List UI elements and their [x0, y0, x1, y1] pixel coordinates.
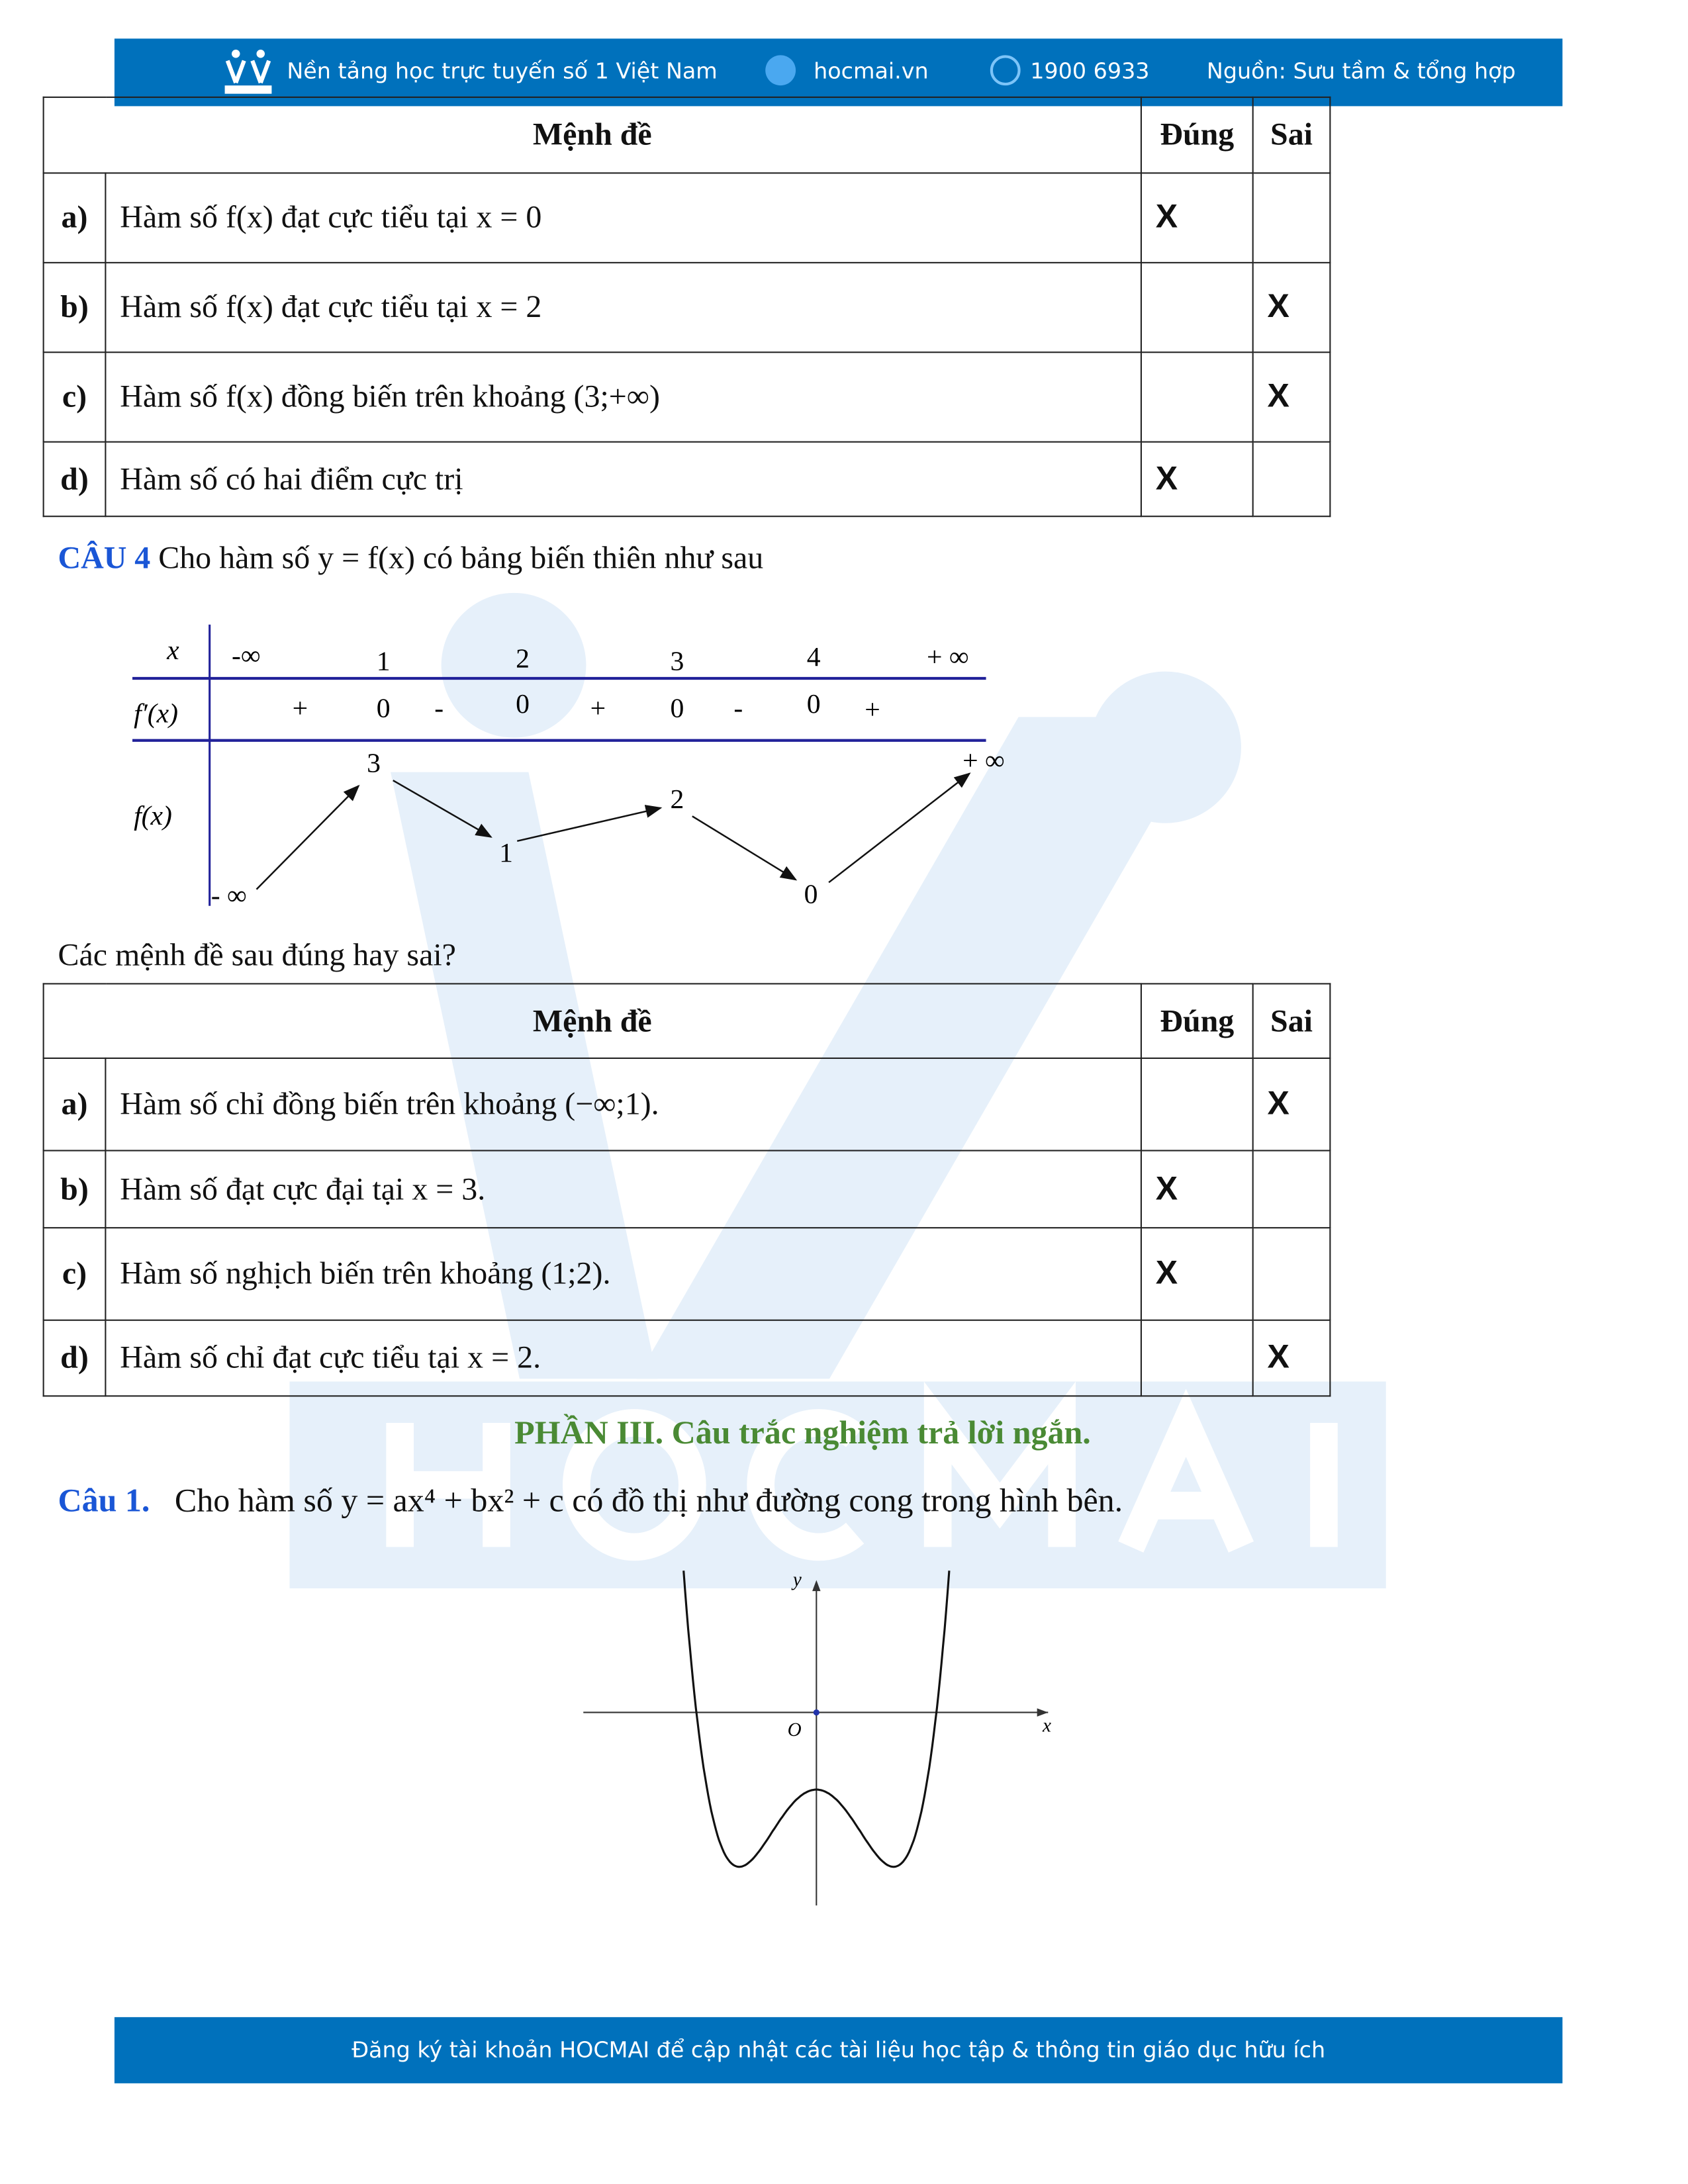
bbt-sign: +: [590, 693, 606, 724]
bbt-sign: -: [733, 693, 743, 724]
bbt-f: 0: [804, 879, 818, 910]
bbt-sign: 0: [376, 693, 391, 724]
col-header: Mệnh đề: [44, 983, 1141, 1058]
bbt-sign: +: [292, 693, 308, 724]
bbt-x: -∞: [231, 641, 261, 672]
bbt-f: - ∞: [211, 880, 247, 911]
mark-sai: X: [1253, 1058, 1331, 1151]
origin-point: [814, 1709, 820, 1715]
row-text: Hàm số đạt cực đại tại x = 3.: [105, 1151, 1141, 1228]
question-text: Cho hàm số y = ax⁴ + bx² + c có đồ thị như đường cong trong hình bên.: [174, 1483, 1123, 1520]
question-label: CÂU 4: [58, 540, 151, 575]
row-text: Hàm số có hai điểm cực trị: [105, 442, 1141, 516]
mark-sai: X: [1253, 263, 1331, 352]
bbt-label-f: f(x): [134, 800, 172, 831]
bbt-x: 4: [806, 642, 821, 673]
bbt-sign: 0: [670, 693, 684, 724]
bbt-sign: 0: [806, 689, 821, 720]
row-text: Hàm số f(x) đồng biến trên khoảng (3;+∞): [105, 352, 1141, 441]
origin-label: O: [787, 1719, 802, 1741]
row-label: a): [44, 1058, 106, 1151]
row-label: b): [44, 1151, 106, 1228]
col-header: Sai: [1253, 97, 1331, 173]
bbt-x: + ∞: [926, 642, 969, 673]
row-label: a): [44, 173, 106, 262]
bbt-f: 3: [367, 748, 381, 779]
bbt-sign: -: [434, 693, 444, 724]
header-source: Nguồn: Sưu tầm & tổng hợp: [1206, 58, 1516, 85]
row-text: Hàm số chỉ đạt cực tiểu tại x = 2.: [105, 1320, 1141, 1396]
mark-dung: X: [1141, 1228, 1253, 1320]
bbt-sign: 0: [516, 689, 530, 720]
row-label: d): [44, 442, 106, 516]
mark-dung: X: [1141, 173, 1253, 262]
header-phone: 1900 6933: [1030, 58, 1150, 85]
bbt-label-fprime: f′(x): [134, 698, 179, 729]
header-website[interactable]: hocmai.vn: [814, 58, 929, 85]
bbt-label-x: x: [167, 635, 179, 666]
bbt-f: 1: [499, 838, 513, 869]
mark-sai: X: [1253, 1320, 1331, 1396]
col-header: Sai: [1253, 983, 1331, 1058]
bbt-x: 1: [376, 646, 391, 677]
mark-dung: X: [1141, 1151, 1253, 1228]
y-axis-arrow-icon: [812, 1580, 820, 1591]
mark-sai: X: [1253, 352, 1331, 441]
col-header: Mệnh đề: [44, 97, 1141, 173]
header-slogan: Nền tảng học trực tuyến số 1 Việt Nam: [287, 58, 718, 85]
row-label: c): [44, 352, 106, 441]
row-label: c): [44, 1228, 106, 1320]
bbt-x: 2: [516, 643, 530, 674]
row-text: Hàm số f(x) đạt cực tiểu tại x = 2: [105, 263, 1141, 352]
section-title: PHẦN III. Câu trắc nghiệm trả lời ngắn.: [514, 1416, 1091, 1452]
mark-dung: X: [1141, 442, 1253, 516]
col-header: Đúng: [1141, 983, 1253, 1058]
question-text: Cho hàm số y = f(x) có bảng biến thiên như sau: [158, 540, 764, 575]
row-label: b): [44, 263, 106, 352]
footer-bar: Đăng ký tài khoản HOCMAI để cập nhật các tài liệu học tập & thông tin giáo dục hữu ích: [115, 2017, 1562, 2083]
y-axis-label: y: [792, 1569, 802, 1590]
row-text: Hàm số nghịch biến trên khoảng (1;2).: [105, 1228, 1141, 1320]
question-label: Câu 1.: [58, 1483, 150, 1520]
question-prompt: Các mệnh đề sau đúng hay sai?: [58, 937, 456, 972]
row-text: Hàm số f(x) đạt cực tiểu tại x = 0: [105, 173, 1141, 262]
bbt-f: + ∞: [962, 745, 1005, 776]
bbt-sign: +: [865, 694, 880, 725]
row-text: Hàm số chỉ đồng biến trên khoảng (−∞;1).: [105, 1058, 1141, 1151]
bbt-f: 2: [670, 784, 684, 815]
col-header: Đúng: [1141, 97, 1253, 173]
row-label: d): [44, 1320, 106, 1396]
bbt-x: 3: [670, 646, 684, 677]
x-axis-label: x: [1042, 1715, 1051, 1737]
